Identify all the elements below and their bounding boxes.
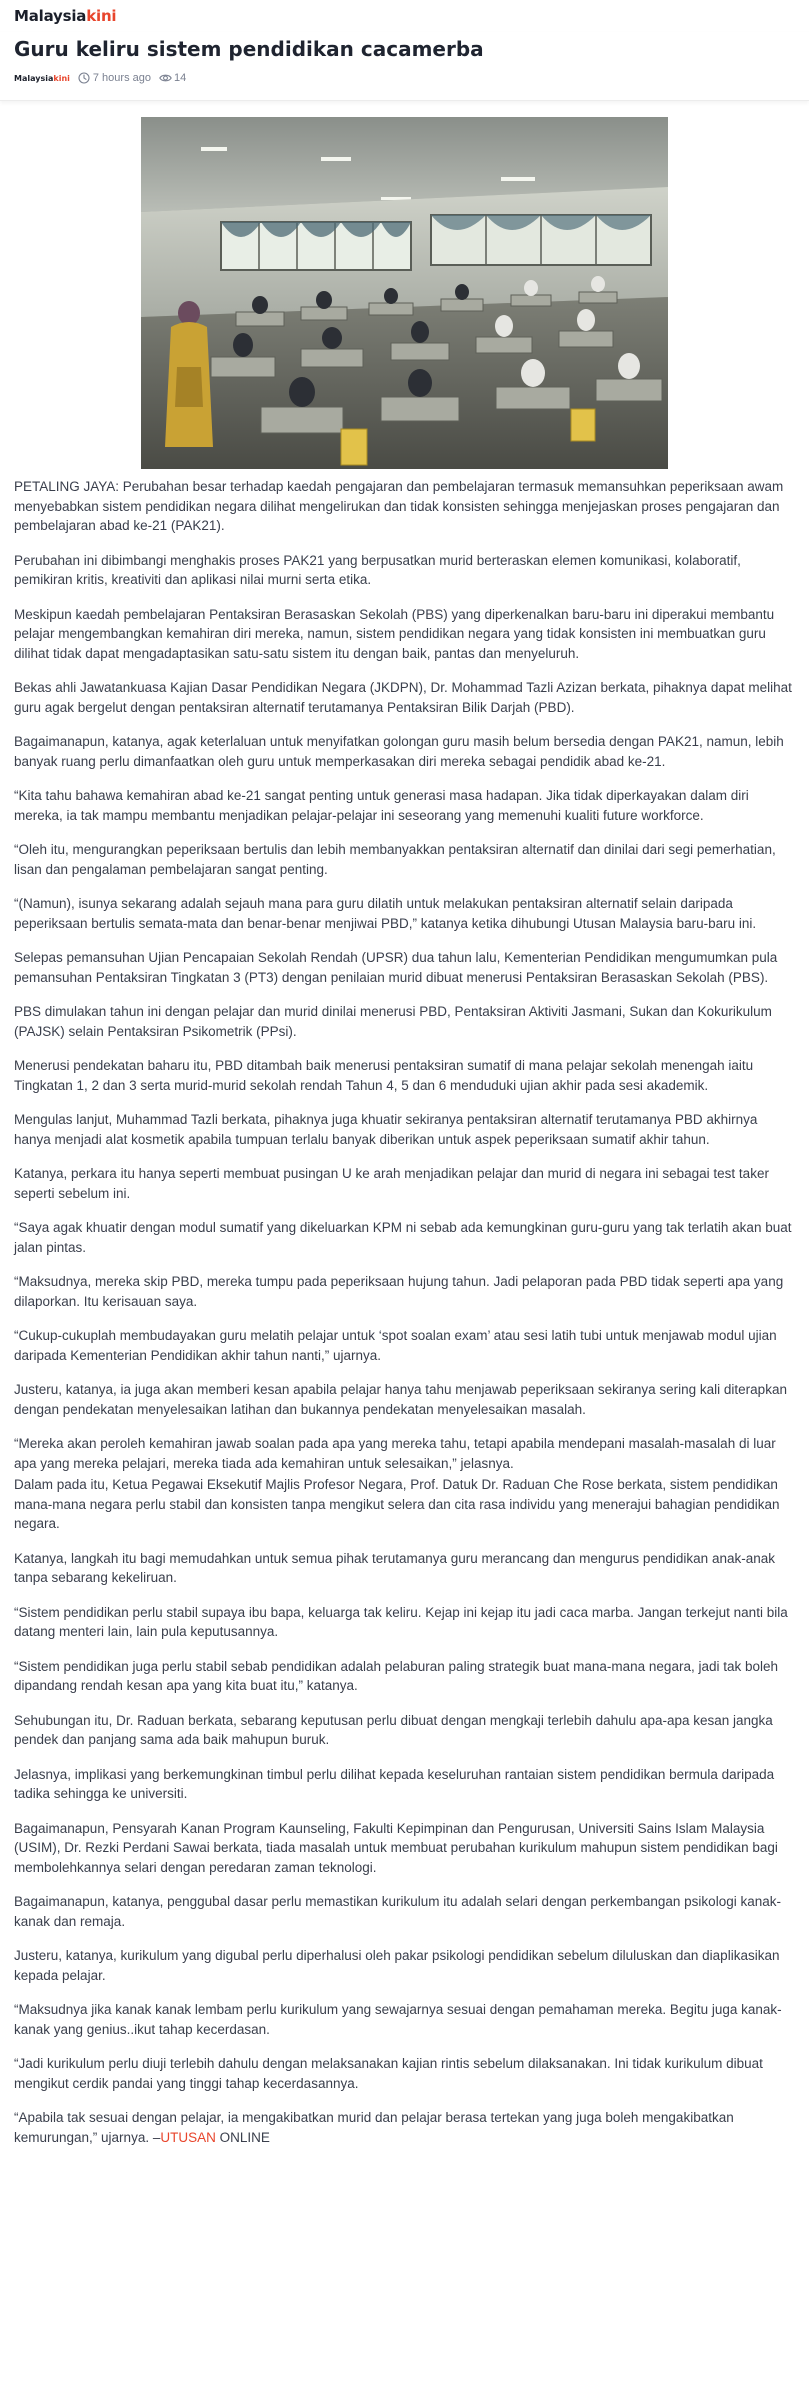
article-paragraph: “Saya agak khuatir dengan modul sumatif yang dikeluarkan KPM ni sebab ada kemungkinan guru-guru yang tak terlatih akan buat jalan pintas. [14, 1220, 792, 1255]
article-header [0, 32, 809, 101]
utusan-source-link[interactable]: UTUSAN [160, 2129, 216, 2145]
brand-name-main: Malaysia [14, 7, 87, 25]
source-name-accent: kini [53, 73, 70, 83]
article-paragraph: “Oleh itu, mengurangkan peperiksaan bertulis dan lebih membanyakkan pentaksiran alternatif dan dinilai dari segi pemerhatian, lisan dan pengalaman pembelajaran sangat penting. [14, 842, 776, 877]
article-closing-paragraph [14, 2108, 795, 2147]
article-paragraph: “(Namun), isunya sekarang adalah sejauh mana para guru dilatih untuk melakukan pentaksiran alternatif selain daripada peperiksaan bertulis semata-mata dan benar-benar menjiwai PBD,” katanya ketika dihubungi Utusan Malaysia baru-baru ini. [14, 896, 757, 931]
article-paragraph: Sehubungan itu, Dr. Raduan berkata, sebarang keputusan perlu dibuat dengan mengkaji terlebih dahulu apa-apa kesan jangka pendek dan panjang sama ada baik mahupun buruk. [14, 1712, 773, 1747]
article-paragraph: Bagaimanapun, Pensyarah Kanan Program Kaunseling, Fakulti Kepimpinan dan Pengurusan, Universiti Sains Islam Malaysia (USIM), Dr. Rezki Perdani Sawai berkata, tiada masalah untuk membuat perubahan kurikulum mahupun sistem pendidikan bagi membolehkannya selari dengan peredaran zaman teknologi. [14, 1820, 778, 1875]
article-meta [14, 70, 795, 86]
article-paragraph: Dalam pada itu, Ketua Pegawai Eksekutif Majlis Profesor Negara, Prof. Datuk Dr. Raduan Che Rose berkata, sistem pendidikan mana-mana negara perlu stabil dan konsisten tanpa mengikut selera dan cita rasa individu yang menerajui bahagian pendidikan negara. [14, 1477, 780, 1531]
article-hero-image [0, 117, 809, 469]
brand-bar [14, 0, 795, 32]
source-suffix: ONLINE [215, 2129, 270, 2145]
article-paragraph: Katanya, langkah itu bagi memudahkan untuk semua pihak terutamanya guru merancang dan mengurus pendidikan anak-anak tanpa sebarang kekeliruan. [14, 1550, 775, 1585]
article-paragraph: Bagaimanapun, katanya, agak keterlaluan untuk menyifatkan golongan guru masih belum bersedia dengan PAK21, namun, lebih banyak ruang perlu dimanfaatkan oleh guru untuk memperkasakan diri mereka sebagai pendidik abad ke-21. [14, 734, 784, 769]
article-paragraph: Meskipun kaedah pembelajaran Pentaksiran Berasaskan Sekolah (PBS) yang diperkenalkan baru-baru ini diperakui membantu pelajar mengembangkan kemahiran diri mereka, namun, sistem pendidikan negara yang tidak konsisten ini membuatkan guru dilihat tidak dapat mengadaptasikan satu-satu sistem itu dengan baik, pantas dan menyeluruh. [14, 606, 775, 661]
article-paragraph: “Jadi kurikulum perlu diuji terlebih dahulu dengan melaksanakan kajian rintis sebelum dilaksanakan. Ini tidak kurikulum dibuat mengikut cerdik pandai yang tinggi tahap kecerdasannya. [14, 2056, 763, 2091]
article-paragraph: PETALING JAYA: Perubahan besar terhadap kaedah pengajaran dan pembelajaran termasuk memansuhkan peperiksaan awam menyebabkan sistem pendidikan negara dilihat mengelirukan dan tidak konsisten sehingga menjejaskan proses pengajaran dan pembelajaran abad ke-21 (PAK21). [14, 479, 784, 533]
article-paragraph: Bagaimanapun, katanya, penggubal dasar perlu memastikan kurikulum itu adalah selari dengan perkembangan psikologi kanak-kanak dan remaja. [14, 1894, 781, 1929]
article-paragraph: Justeru, katanya, kurikulum yang digubal perlu diperhalusi oleh pakar psikologi pendidikan sebelum diluluskan dan diaplikasikan kepada pelajar. [14, 1948, 780, 1983]
brand-name-accent: kini [86, 7, 117, 25]
article-paragraph: Katanya, perkara itu hanya seperti membuat pusingan U ke arah menjadikan pelajar dan murid di negara ini sebagai test taker seperti sebelum ini. [14, 1166, 769, 1201]
source-name-main: Malaysia [14, 73, 54, 83]
closing-text: “Apabila tak sesuai dengan pelajar, ia mengakibatkan murid dan pelajar berasa tertekan yang juga boleh mengakibatkan kemurungan,” ujarnya. – [14, 2110, 734, 2145]
article-paragraph: “Sistem pendidikan perlu stabil supaya ibu bapa, keluarga tak keliru. Kejap ini kejap itu jadi caca marba. Jangan terkejut nanti bila datang menteri lain, lain pula keputusannya. [14, 1604, 788, 1639]
site-header [0, 0, 809, 32]
article-paragraph: PBS dimulakan tahun ini dengan pelajar dan murid dinilai menerusi PBD, Pentaksiran Aktiviti Jasmani, Sukan dan Kokurikulum (PAJSK) selain Pentaksiran Psikometrik (PPsi). [14, 1004, 772, 1039]
article-paragraph: “Kita tahu bahawa kemahiran abad ke-21 sangat penting untuk generasi masa hadapan. Jika tidak diperkayakan dalam diri mereka, ia tak mampu membantu menjadikan pelajar-pelajar ini seseorang yang memenuhi kualiti future workforce. [14, 788, 749, 823]
article-body [0, 477, 809, 2147]
view-count: 14 [173, 72, 187, 84]
clock-icon [78, 72, 90, 84]
article-paragraph: “Mereka akan peroleh kemahiran jawab soalan pada apa yang mereka tahu, tetapi apabila mendepani masalah-masalah di luar apa yang mereka pelajari, mereka tiada ada kemahiran untuk selesaikan,” jelasnya. [14, 1436, 776, 1471]
article-paragraph: Perubahan ini dibimbangi menghakis proses PAK21 yang berpusatkan murid berteraskan elemen komunikasi, kolaboratif, pemikiran kritis, kreativiti dan aplikasi nilai murni serta etika. [14, 552, 741, 587]
article-paragraph: Mengulas lanjut, Muhammad Tazli berkata, pihaknya juga khuatir sekiranya pentaksiran alternatif terutamanya PBD akhirnya hanya menjadi alat kosmetik apabila tumpuan terlalu banyak diberikan untuk aspek peperiksaan sumatif akhir tahun. [14, 1112, 758, 1147]
article-paragraph: Menerusi pendekatan baharu itu, PBD ditambah baik menerusi pentaksiran sumatif di mana pelajar sekolah menengah iaitu Tingkatan 1, 2 dan 3 serta murid-murid sekolah rendah Tahun 4, 5 dan 6 menduduki ujian akhir pada sesi akademik. [14, 1058, 754, 1093]
article-paragraph: Bekas ahli Jawatankuasa Kajian Dasar Pendidikan Negara (JKDPN), Dr. Mohammad Tazli Azizan berkata, pihaknya dapat melihat guru agak bergelut dengan pentaksiran alternatif terutamanya Pentaksiran Bilik Darjah (PBD). [14, 680, 792, 715]
article-paragraph: “Maksudnya, mereka skip PBD, mereka tumpu pada peperiksaan hujung tahun. Jadi pelaporan pada PBD tidak seperti apa yang dilaporkan. Itu kerisauan saya. [14, 1274, 784, 1309]
article-paragraph: Jelasnya, implikasi yang berkemungkinan timbul perlu dilihat kepada keseluruhan rantaian sistem pendidikan bermula daripada tadika sehingga ke universiti. [14, 1766, 775, 1801]
article-paragraph: “Sistem pendidikan juga perlu stabil sebab pendidikan adalah pelaburan paling strategik buat mana-mana negara, jadi tak boleh dipandang rendah kesan apa yang kita buat itu,” katanya. [14, 1658, 779, 1693]
source-logo[interactable] [14, 74, 70, 83]
classroom-photo [141, 117, 668, 469]
article-paragraph: Selepas pemansuhan Ujian Pencapaian Sekolah Rendah (UPSR) dua tahun lalu, Kementerian Pendidikan mengumumkan pula pemansuhan Pentaksiran Tingkatan 3 (PT3) dengan penilaian murid dibuat menerusi Pentaksiran Berasaskan Sekolah (PBS). [14, 950, 778, 985]
article-paragraph: Justeru, katanya, ia juga akan memberi kesan apabila pelajar hanya tahu menjawab peperiksaan sekiranya sering kali diterapkan dengan pendekatan menyelesaikan latihan dan bukannya pendekatan menyelesaikan masalah. [14, 1382, 787, 1417]
article-paragraph: “Cukup-cukuplah membudayakan guru melatih pelajar untuk ‘spot soalan exam’ atau sesi latih tubi untuk menjawab modul ujian daripada Kementerian Pendidikan akhir tahun nanti,” ujarnya. [14, 1328, 777, 1363]
brand-logo[interactable] [14, 7, 116, 25]
eye-icon [159, 72, 171, 84]
publish-time: 7 hours ago [92, 72, 151, 84]
page-title: Guru keliru sistem pendidikan cacamerba [14, 37, 484, 61]
article-paragraph: “Maksudnya jika kanak kanak lembam perlu kurikulum yang sewajarnya sesuai dengan pemahaman mereka. Begitu juga kanak-kanak yang genius..ikut tahap kecerdasan. [14, 2002, 782, 2037]
